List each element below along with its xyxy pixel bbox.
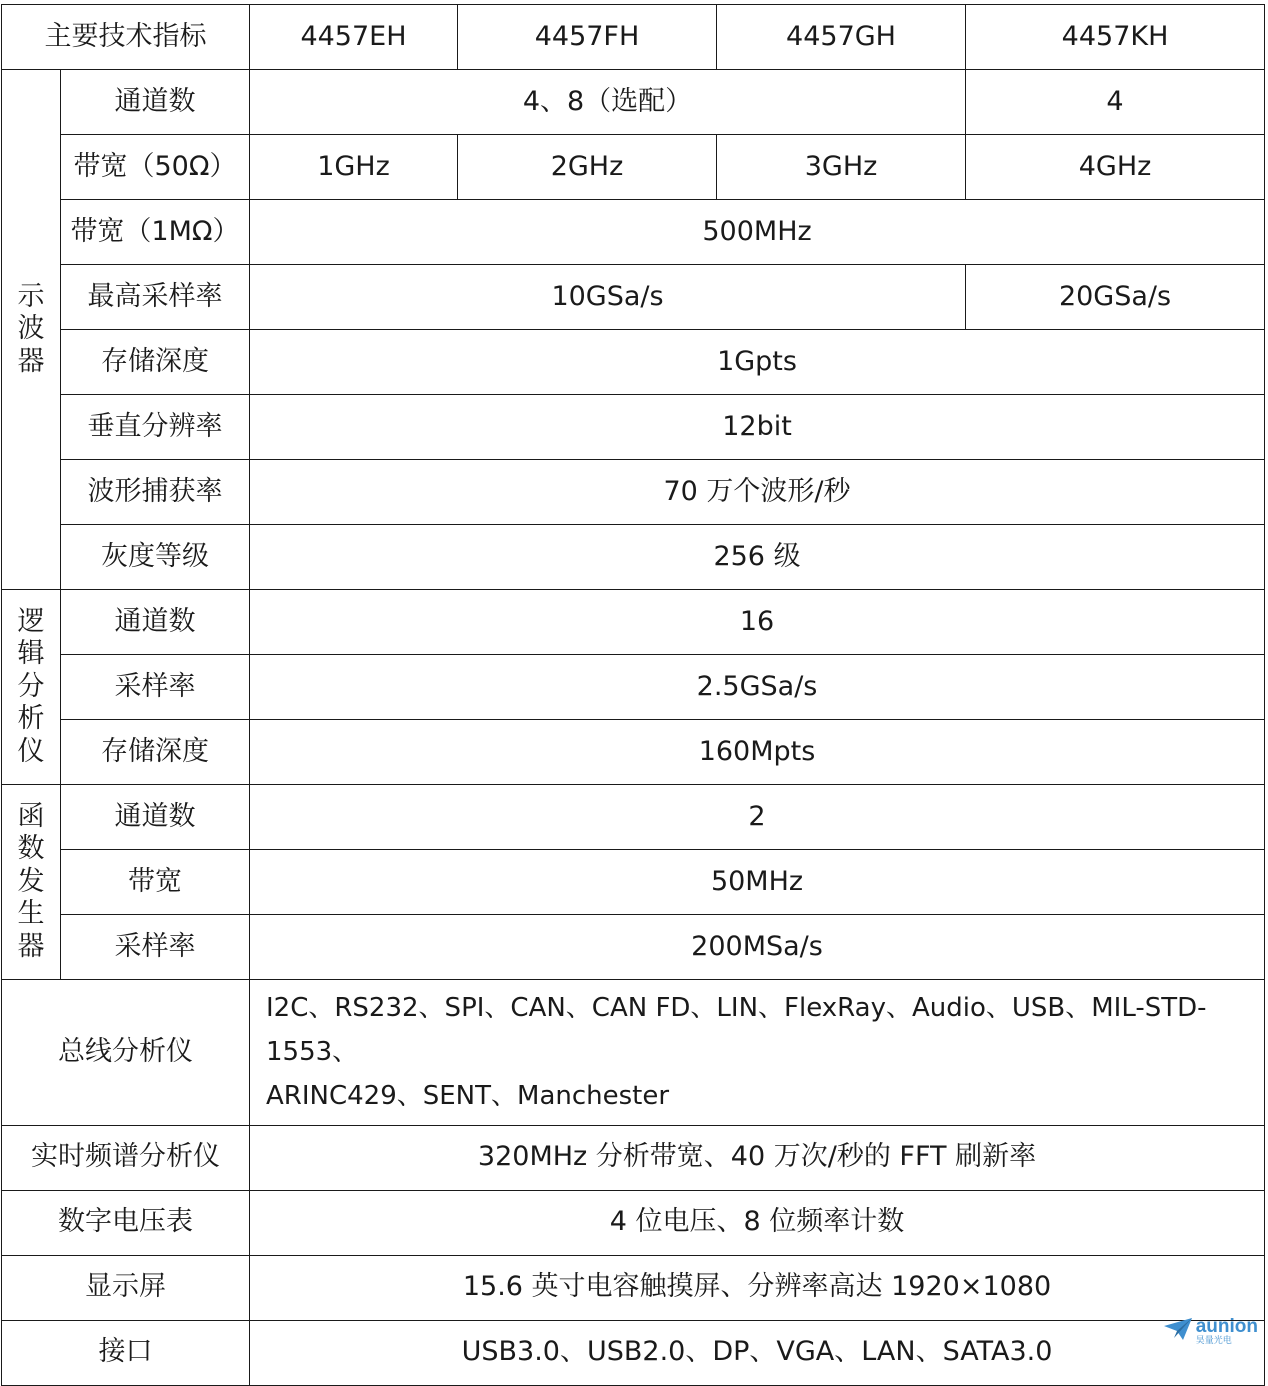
la-channels-row [2, 590, 1265, 655]
fg-channels-label: 通道数 [61, 785, 250, 850]
fg-rate-label: 采样率 [61, 915, 250, 980]
la-channels-value: 16 [250, 590, 1265, 655]
osc-bw1m-row [2, 200, 1265, 265]
osc-rate-value-k: 20GSa/s [966, 265, 1265, 330]
osc-capture-label: 波形捕获率 [61, 460, 250, 525]
osc-gray-row [2, 525, 1265, 590]
osc-vres-value: 12bit [250, 395, 1265, 460]
spectrum-row [2, 1125, 1265, 1190]
fg-rate-value: 200MSa/s [250, 915, 1265, 980]
spectrum-value: 320MHz 分析带宽、40 万次/秒的 FFT 刷新率 [250, 1125, 1265, 1190]
paper-plane-icon [1163, 1316, 1193, 1346]
fg-bw-value: 50MHz [250, 850, 1265, 915]
osc-channels-label: 通道数 [61, 70, 250, 135]
interfaces-value: USB3.0、USB2.0、DP、VGA、LAN、SATA3.0 [250, 1320, 1265, 1385]
display-row [2, 1255, 1265, 1320]
header-model-fh: 4457FH [458, 5, 717, 70]
la-rate-value: 2.5GSa/s [250, 655, 1265, 720]
osc-bw50-eh: 1GHz [250, 135, 458, 200]
spectrum-label: 实时频谱分析仪 [2, 1125, 250, 1190]
fg-bw-label: 带宽 [61, 850, 250, 915]
fg-channels-row [2, 785, 1265, 850]
la-memory-row [2, 720, 1265, 785]
osc-rate-label: 最高采样率 [61, 265, 250, 330]
interfaces-label: 接口 [2, 1320, 250, 1385]
osc-vres-row [2, 395, 1265, 460]
bus-analyzer-line1: I2C、RS232、SPI、CAN、CAN FD、LIN、FlexRay、Audio、USB、MIL-STD-1553、 [266, 993, 1207, 1068]
voltmeter-label: 数字电压表 [2, 1190, 250, 1255]
osc-bw1m-label: 带宽（1MΩ） [61, 200, 250, 265]
osc-memory-row [2, 330, 1265, 395]
osc-memory-label: 存储深度 [61, 330, 250, 395]
voltmeter-row [2, 1190, 1265, 1255]
osc-gray-label: 灰度等级 [61, 525, 250, 590]
interfaces-row [2, 1320, 1265, 1385]
la-channels-label: 通道数 [61, 590, 250, 655]
osc-bw1m-value: 500MHz [250, 200, 1265, 265]
osc-channels-value-k: 4 [966, 70, 1265, 135]
spec-table [1, 4, 1265, 1386]
function-generator-group-label: 函 数 发 生 器 [2, 785, 61, 980]
display-value: 15.6 英寸电容触摸屏、分辨率高达 1920×1080 [250, 1255, 1265, 1320]
logic-analyzer-group-label: 逻 辑 分 析 仪 [2, 590, 61, 785]
osc-bw50-fh: 2GHz [458, 135, 717, 200]
la-rate-row [2, 655, 1265, 720]
osc-bw50-label: 带宽（50Ω） [61, 135, 250, 200]
osc-channels-row [2, 70, 1265, 135]
oscilloscope-group-label: 示 波 器 [2, 70, 61, 590]
osc-bw50-gh: 3GHz [717, 135, 966, 200]
bus-analyzer-line2: ARINC429、SENT、Manchester [266, 1081, 670, 1112]
osc-rate-value-efg: 10GSa/s [250, 265, 966, 330]
osc-channels-value-efg: 4、8（选配） [250, 70, 966, 135]
osc-rate-row [2, 265, 1265, 330]
osc-memory-value: 1Gpts [250, 330, 1265, 395]
osc-gray-value: 256 级 [250, 525, 1265, 590]
osc-capture-value: 70 万个波形/秒 [250, 460, 1265, 525]
osc-bw50-kh: 4GHz [966, 135, 1265, 200]
voltmeter-value: 4 位电压、8 位频率计数 [250, 1190, 1265, 1255]
logo-name: aunion [1195, 1315, 1258, 1337]
bus-analyzer-label: 总线分析仪 [2, 980, 250, 1126]
header-row [2, 5, 1265, 70]
la-rate-label: 采样率 [61, 655, 250, 720]
aunion-logo [1163, 1316, 1258, 1346]
bus-analyzer-value [250, 980, 1265, 1126]
logo-subtitle: 昊量光电 [1195, 1335, 1232, 1346]
la-memory-label: 存储深度 [61, 720, 250, 785]
fg-bw-row [2, 850, 1265, 915]
osc-vres-label: 垂直分辨率 [61, 395, 250, 460]
header-model-kh: 4457KH [966, 5, 1265, 70]
osc-bw50-row [2, 135, 1265, 200]
header-model-eh: 4457EH [250, 5, 458, 70]
fg-channels-value: 2 [250, 785, 1265, 850]
fg-rate-row [2, 915, 1265, 980]
header-spec: 主要技术指标 [2, 5, 250, 70]
la-memory-value: 160Mpts [250, 720, 1265, 785]
header-model-gh: 4457GH [717, 5, 966, 70]
bus-row [2, 980, 1265, 1126]
osc-capture-row [2, 460, 1265, 525]
display-label: 显示屏 [2, 1255, 250, 1320]
